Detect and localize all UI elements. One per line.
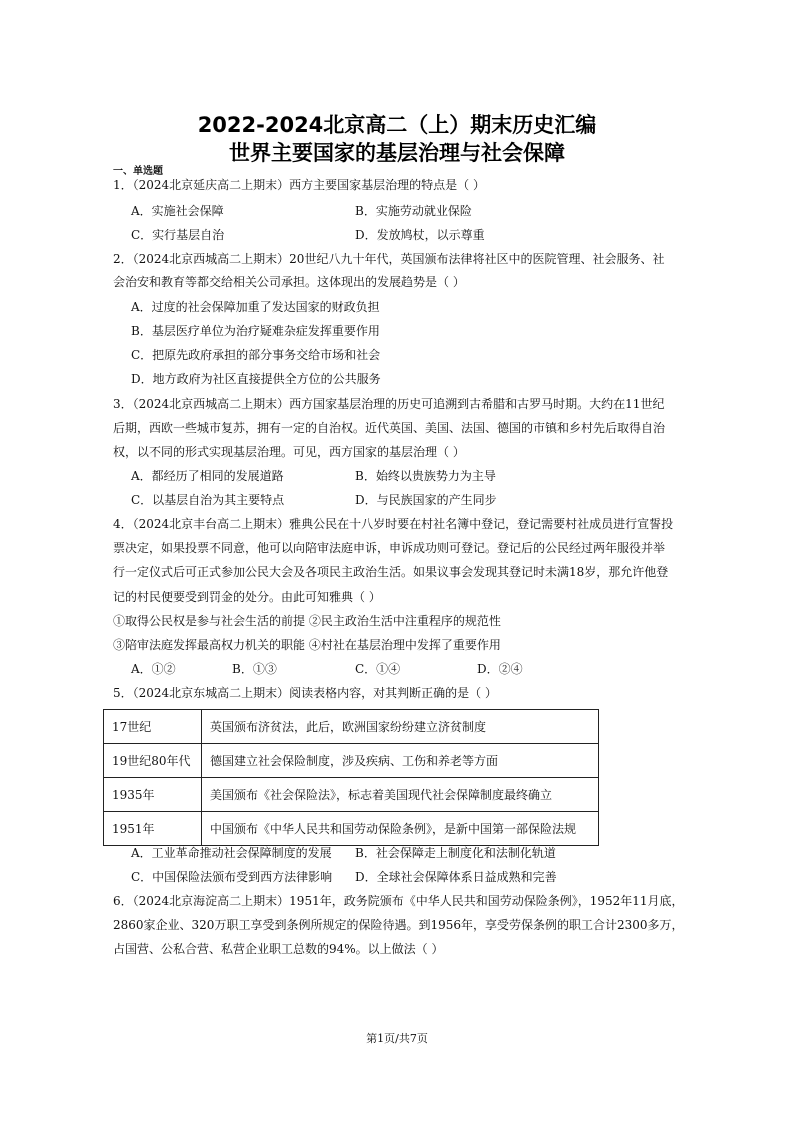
- question-2-option-b: B．基层医疗单位为治疗疑难杂症发挥重要作用: [131, 324, 380, 338]
- question-2-option-c: C．把原先政府承担的部分事务交给市场和社会: [131, 348, 381, 362]
- question-5-table: [103, 709, 599, 846]
- table-row: [104, 710, 599, 744]
- question-4-option-b: B．①③: [232, 662, 277, 676]
- question-4-option-c: C．①④: [355, 662, 401, 676]
- question-6-stem-line1: 6．（2024北京海淀高二上期末）1951年，政务院颁布《中华人民共和国劳动保险条例》，1952年11月底，: [113, 894, 684, 908]
- document-subtitle: 世界主要国家的基层治理与社会保障: [229, 141, 565, 165]
- question-1-option-c: C．实行基层自治: [131, 228, 225, 242]
- page-number: 第1页/共7页: [366, 1032, 428, 1045]
- question-5-stem: 5．（2024北京东城高二上期末）阅读表格内容，对其判断正确的是（ ）: [113, 686, 497, 700]
- question-3-stem-line3: 权，以不同的形式实现基层治理。可见，西方国家的基层治理（ ）: [113, 445, 465, 459]
- question-4-option-d: D．②④: [477, 662, 523, 676]
- question-3-option-a: A．都经历了相同的发展道路: [131, 469, 284, 483]
- question-5-option-c: C．中国保险法颁布受到西方法律影响: [131, 870, 333, 884]
- question-2-stem-line1: 2．（2024北京西城高二上期末）20世纪八九十年代，英国颁布法律将社区中的医院管理、社会服务、社: [113, 252, 665, 266]
- question-4-stem-line4: 记的村民便要受到罚金的处分。由此可知雅典（ ）: [113, 590, 381, 604]
- question-4-stem-line1: 4．（2024北京丰台高二上期末）雅典公民在十八岁时要在村社名簿中登记，登记需要村社成员进行宣誓投: [113, 517, 674, 531]
- table-cell-event: 英国颁布济贫法，此后，欧洲国家纷纷建立济贫制度: [202, 710, 599, 744]
- question-6-stem-line3: 占国营、公私合营、私营企业职工总数的94%。以上做法（ ）: [113, 942, 444, 956]
- question-5-option-b: B．社会保障走上制度化和法制化轨道: [355, 846, 556, 860]
- table-cell-period: 1951年: [104, 812, 202, 846]
- section-heading: 一、单选题: [113, 166, 163, 177]
- table-row: [104, 744, 599, 778]
- question-1-option-a: A．实施社会保障: [131, 204, 224, 218]
- table-row: [104, 778, 599, 812]
- question-2-stem-line2: 会治安和教育等都交给相关公司承担。这体现出的发展趋势是（ ）: [113, 275, 465, 289]
- question-4-stem-line2: 票决定，如果投票不同意，他可以向陪审法庭申诉，申诉成功则可登记。登记后的公民经过两年服役并举: [113, 541, 666, 555]
- table-row: [104, 812, 599, 846]
- question-3-option-d: D．与民族国家的产生同步: [355, 493, 497, 507]
- question-2-option-d: D．地方政府为社区直接提供全方位的公共服务: [131, 372, 381, 386]
- question-1-option-b: B．实施劳动就业保险: [355, 204, 472, 218]
- question-6-stem-line2: 2860家企业、320万职工享受到条例所规定的保险待遇。到1956年，享受劳保条例的职工合计2300多万，: [113, 918, 684, 932]
- question-5-option-a: A．工业革命推动社会保障制度的发展: [131, 846, 332, 860]
- question-5-option-d: D．全球社会保障体系日益成熟和完善: [355, 870, 557, 884]
- question-3-option-c: C．以基层自治为其主要特点: [131, 493, 285, 507]
- table-cell-period: 17世纪: [104, 710, 202, 744]
- table-cell-period: 19世纪80年代: [104, 744, 202, 778]
- question-3-stem-line1: 3．（2024北京西城高二上期末）西方国家基层治理的历史可追溯到古希腊和古罗马时期。大约在11世纪: [113, 397, 665, 411]
- question-4-stem-line3: 行一定仪式后可正式参加公民大会及各项民主政治生活。如果议事会发现其登记时未满18岁，那允许他登: [113, 565, 669, 579]
- table-cell-event: 中国颁布《中华人民共和国劳动保险条例》，是新中国第一部保险法规: [202, 812, 599, 846]
- question-1-stem: 1．（2024北京延庆高二上期末）西方主要国家基层治理的特点是（ ）: [113, 178, 485, 192]
- question-1-option-d: D．发放鸠杖，以示尊重: [355, 228, 485, 242]
- question-3-stem-line2: 后期，西欧一些城市复苏，拥有一定的自治权。近代英国、美国、法国、德国的市镇和乡村先后取得自治: [113, 421, 666, 435]
- document-title: 2022-2024北京高二（上）期末历史汇编: [197, 113, 597, 137]
- question-4-option-a: A．①②: [131, 662, 176, 676]
- question-3-option-b: B．始终以贵族势力为主导: [355, 469, 496, 483]
- question-4-statements-2: ③陪审法庭发挥最高权力机关的职能 ④村社在基层治理中发挥了重要作用: [113, 638, 501, 652]
- question-4-statements-1: ①取得公民权是参与社会生活的前提 ②民主政治生活中注重程序的规范性: [113, 614, 501, 628]
- table-cell-event: 美国颁布《社会保险法》，标志着美国现代社会保障制度最终确立: [202, 778, 599, 812]
- table-cell-event: 德国建立社会保险制度，涉及疾病、工伤和养老等方面: [202, 744, 599, 778]
- table-cell-period: 1935年: [104, 778, 202, 812]
- question-2-option-a: A．过度的社会保障加重了发达国家的财政负担: [131, 300, 380, 314]
